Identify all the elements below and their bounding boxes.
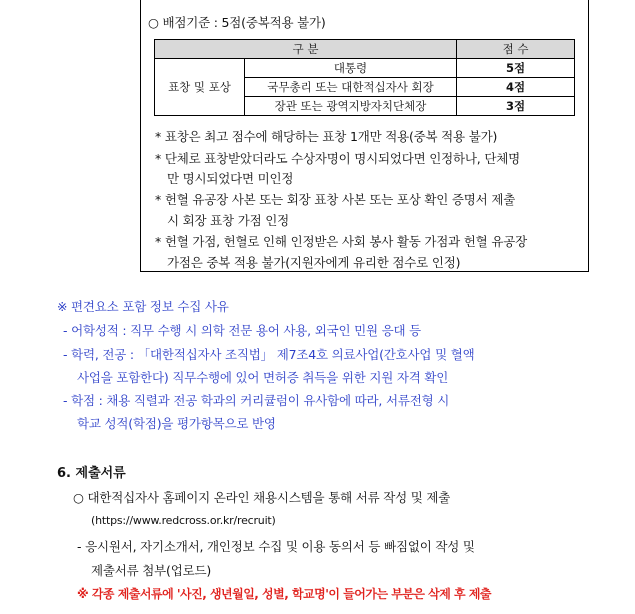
- bias-line: 학교 성적(학점)을 평가항목으로 반영: [77, 416, 276, 431]
- note-line: * 헌혈 유공장 사본 또는 회장 표창 사본 또는 포상 확인 증명서 제출: [155, 192, 516, 207]
- table-cell-score: 4점: [457, 78, 575, 97]
- table-cell-name: 장관 또는 광역지방자치단체장: [245, 97, 457, 116]
- warning-text: ※ 각종 제출서류에 '사진, 생년월일, 성별, 학교명'이 들어가는 부분은 삭제 후 제출: [77, 587, 491, 601]
- criteria-text: ○ 배점기준 : 5점(중복적용 불가): [148, 15, 326, 30]
- bias-line: - 학점 : 채용 직렬과 전공 학과의 커리큘럼이 유사함에 따라, 서류전형 시: [63, 393, 450, 408]
- note-line: * 표창은 최고 점수에 해당하는 표창 1개만 적용(중복 적용 불가): [155, 129, 498, 144]
- note-line: 가점은 중복 적용 불가(지원자에게 유리한 점수로 인정): [167, 255, 461, 270]
- table-group-label: 표창 및 포상: [155, 59, 245, 116]
- submission-line: ○ 대한적십자사 홈페이지 온라인 채용시스템을 통해 서류 작성 및 제출: [73, 490, 451, 505]
- table-cell-score: 5점: [457, 59, 575, 78]
- bias-line: 사업을 포함한다) 직무수행에 있어 면허증 취득을 위한 지원 자격 확인: [77, 370, 449, 385]
- box-left-border: [140, 0, 141, 272]
- note-line: * 단체로 표창받았더라도 수상자명이 명시되었다면 인정하나, 단체명: [155, 151, 520, 166]
- table-cell-name: 국무총리 또는 대한적십자사 회장: [245, 78, 457, 97]
- submission-line: - 응시원서, 자기소개서, 개인정보 수집 및 이용 동의서 등 빠짐없이 작성 및: [77, 539, 475, 554]
- recruit-url: (https://www.redcross.or.kr/recruit): [91, 514, 276, 527]
- bias-section-title: ※ 편견요소 포함 정보 수집 사유: [57, 299, 229, 314]
- bias-line: - 학력, 전공 : 「대한적십자사 조직법」 제7조4호 의료사업(간호사업 및 혈액: [63, 347, 475, 362]
- table-cell-score: 3점: [457, 97, 575, 116]
- table-row: [155, 59, 575, 78]
- table-header-category: 구 분: [155, 40, 457, 59]
- table-header-score: 점 수: [457, 40, 575, 59]
- table-cell-name: 대통령: [245, 59, 457, 78]
- note-line: 만 명시되었다면 미인정: [167, 171, 294, 186]
- bias-line: - 어학성적 : 직무 수행 시 의학 전문 용어 사용, 외국인 민원 응대 등: [63, 323, 422, 338]
- submission-line: 제출서류 첨부(업로드): [91, 563, 212, 578]
- section-heading: 6. 제출서류: [57, 466, 126, 481]
- box-bottom-border: [140, 271, 589, 272]
- note-line: * 헌혈 가점, 헌혈로 인해 인정받은 사회 봉사 활동 가점과 헌혈 유공장: [155, 234, 527, 249]
- table-header-row: [155, 40, 575, 59]
- award-score-table: [154, 39, 575, 116]
- note-line: 시 회장 표창 가점 인정: [167, 213, 289, 228]
- box-right-border: [588, 0, 589, 272]
